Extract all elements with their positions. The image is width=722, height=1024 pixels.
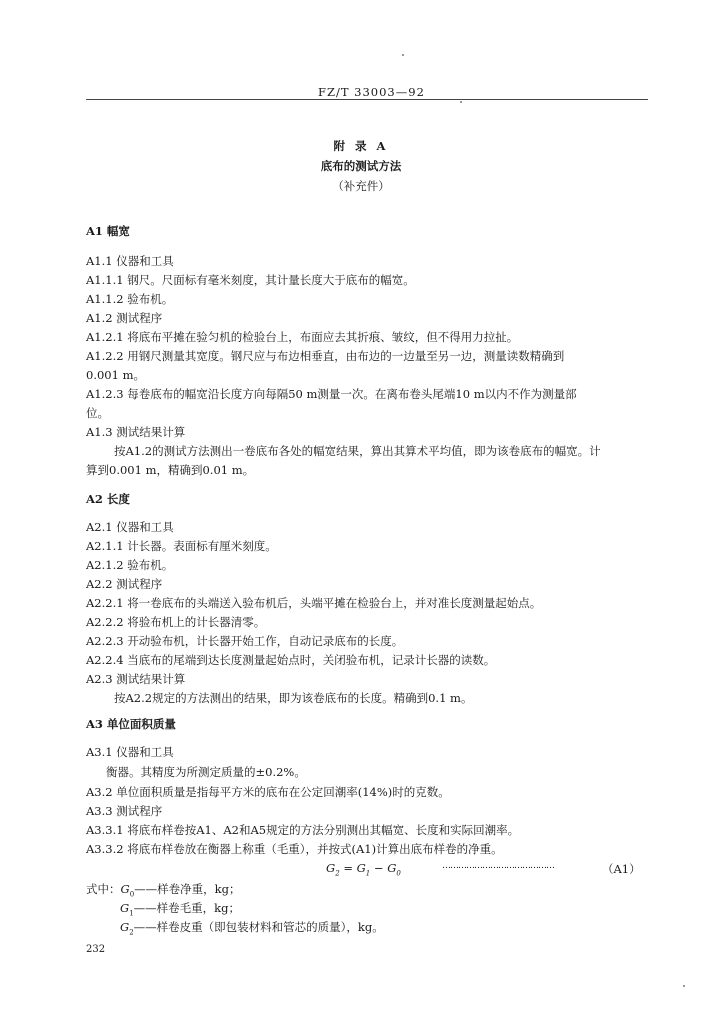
a1-line: A1.2 测试程序 bbox=[86, 311, 163, 325]
legend-desc: ——样卷毛重，kg； bbox=[133, 901, 240, 915]
a2-line: A2.3 测试结果计算 bbox=[86, 672, 186, 686]
formula-g0-sub: 0 bbox=[396, 869, 401, 878]
a1-line: A1.1.1 钢尺。尺面标有毫米刻度，其计量长度大于底布的幅宽。 bbox=[86, 273, 415, 287]
legend-row bbox=[120, 900, 240, 917]
a3-line: A3.3.2 将底布样卷放在衡器上称重（毛重），并按式(A1)计算出底布样卷的净重。 bbox=[86, 842, 503, 856]
a1-line: 按A1.2的测试方法测出一卷底布各处的幅宽结果，算出其算术平均值，即为该卷底布的幅宽。计 bbox=[114, 444, 601, 458]
legend-symbol: G bbox=[120, 920, 130, 934]
a2-line: A2.2.2 将验布机上的计长器清零。 bbox=[86, 615, 266, 629]
a1-line: A1.1 仪器和工具 bbox=[86, 254, 174, 268]
a1-line: 位。 bbox=[86, 406, 109, 420]
legend-desc: ——样卷皮重（即包装材料和管芯的质量），kg。 bbox=[133, 920, 384, 934]
formula-equals: = bbox=[343, 861, 353, 875]
section-heading-a2: A2 长度 bbox=[86, 492, 130, 506]
formula-minus: − bbox=[373, 861, 384, 875]
a2-line: A2.1.1 计长器。表面标有厘米刻度。 bbox=[86, 539, 277, 553]
a3-line: A3.3.1 将底布样卷按A1、A2和A5规定的方法分别测出其幅宽、长度和实际回潮率。 bbox=[86, 823, 520, 837]
formula-g1-sub: 1 bbox=[365, 869, 371, 878]
a2-line: A2.1 仪器和工具 bbox=[86, 520, 174, 534]
a2-line: A2.2.4 当底布的尾端到达长度测量起始点时，关闭验布机，记录计长器的读数。 bbox=[86, 653, 496, 667]
a2-line: A2.2 测试程序 bbox=[86, 577, 163, 591]
a1-line: 算到0.001 m，精确到0.01 m。 bbox=[86, 463, 255, 477]
formula-expression bbox=[326, 861, 401, 877]
a1-line: A1.2.2 用钢尺测量其宽度。钢尺应与布边相垂直，由布边的一边量至另一边，测量读数精确到 bbox=[86, 349, 565, 363]
legend-desc: ——样卷净重，kg； bbox=[134, 882, 241, 896]
formula-g2-sub: 2 bbox=[335, 869, 340, 878]
legend-symbol: G bbox=[120, 882, 130, 896]
a3-line: A3.1 仪器和工具 bbox=[86, 745, 174, 759]
page-number: 232 bbox=[86, 944, 106, 955]
a2-line: A2.2.1 将一卷底布的头端送入验布机后，头端平摊在检验台上，并对准长度测量起始点。 bbox=[86, 596, 542, 610]
a3-line: A3.3 测试程序 bbox=[86, 804, 163, 818]
formula-label: （A1） bbox=[602, 862, 641, 876]
section-heading-a3: A3 单位面积质量 bbox=[86, 717, 176, 731]
a3-line: 衡器。其精度为所测定质量的±0.2%。 bbox=[106, 765, 306, 779]
a2-line: 按A2.2规定的方法测出的结果，即为该卷底布的长度。精确到0.1 m。 bbox=[114, 691, 473, 705]
a1-line: A1.2.3 每卷底布的幅宽沿长度方向每隔50 m测量一次。在离布卷头尾端10 m以内不作为测量部 bbox=[86, 387, 577, 401]
a2-line: A2.2.3 开动验布机，计长器开始工作，自动记录底布的长度。 bbox=[86, 634, 404, 648]
formula-g2: G bbox=[326, 861, 336, 875]
section-heading-a1: A1 幅宽 bbox=[86, 224, 130, 238]
legend-prefix: 式中： bbox=[86, 882, 121, 896]
a1-line: A1.3 测试结果计算 bbox=[86, 425, 186, 439]
header-rule bbox=[86, 99, 648, 100]
scan-speck bbox=[402, 54, 404, 56]
appendix-subtitle: 底布的测试方法 bbox=[320, 159, 402, 173]
a1-line: A1.1.2 验布机。 bbox=[86, 292, 174, 306]
formula-g0: G bbox=[387, 861, 397, 875]
formula-g1: G bbox=[356, 861, 366, 875]
legend-symbol-sub: 0 bbox=[129, 890, 135, 899]
a1-line: A1.2.1 将底布平摊在验匀机的检验台上，布面应去其折痕、皱纹，但不得用力拉扯。 bbox=[86, 330, 519, 344]
appendix-note: （补充件） bbox=[332, 179, 390, 193]
scan-speck bbox=[460, 101, 462, 103]
scan-speck bbox=[683, 985, 685, 987]
appendix-title: 附 录 A bbox=[333, 139, 389, 153]
a2-line: A2.1.2 验布机。 bbox=[86, 558, 174, 572]
legend-row bbox=[120, 919, 384, 936]
legend-symbol: G bbox=[120, 901, 130, 915]
a1-line: 0.001 m。 bbox=[86, 368, 145, 382]
a3-line: A3.2 单位面积质量是指每平方米的底布在公定回潮率(14%)时的克数。 bbox=[86, 785, 450, 799]
legend-symbol-sub: 1 bbox=[129, 909, 134, 918]
legend-symbol-sub: 2 bbox=[129, 928, 134, 937]
legend-row bbox=[86, 881, 241, 898]
standard-number: FZ/T 33003—92 bbox=[318, 85, 425, 99]
formula-leader: …………………………………… bbox=[442, 861, 554, 871]
